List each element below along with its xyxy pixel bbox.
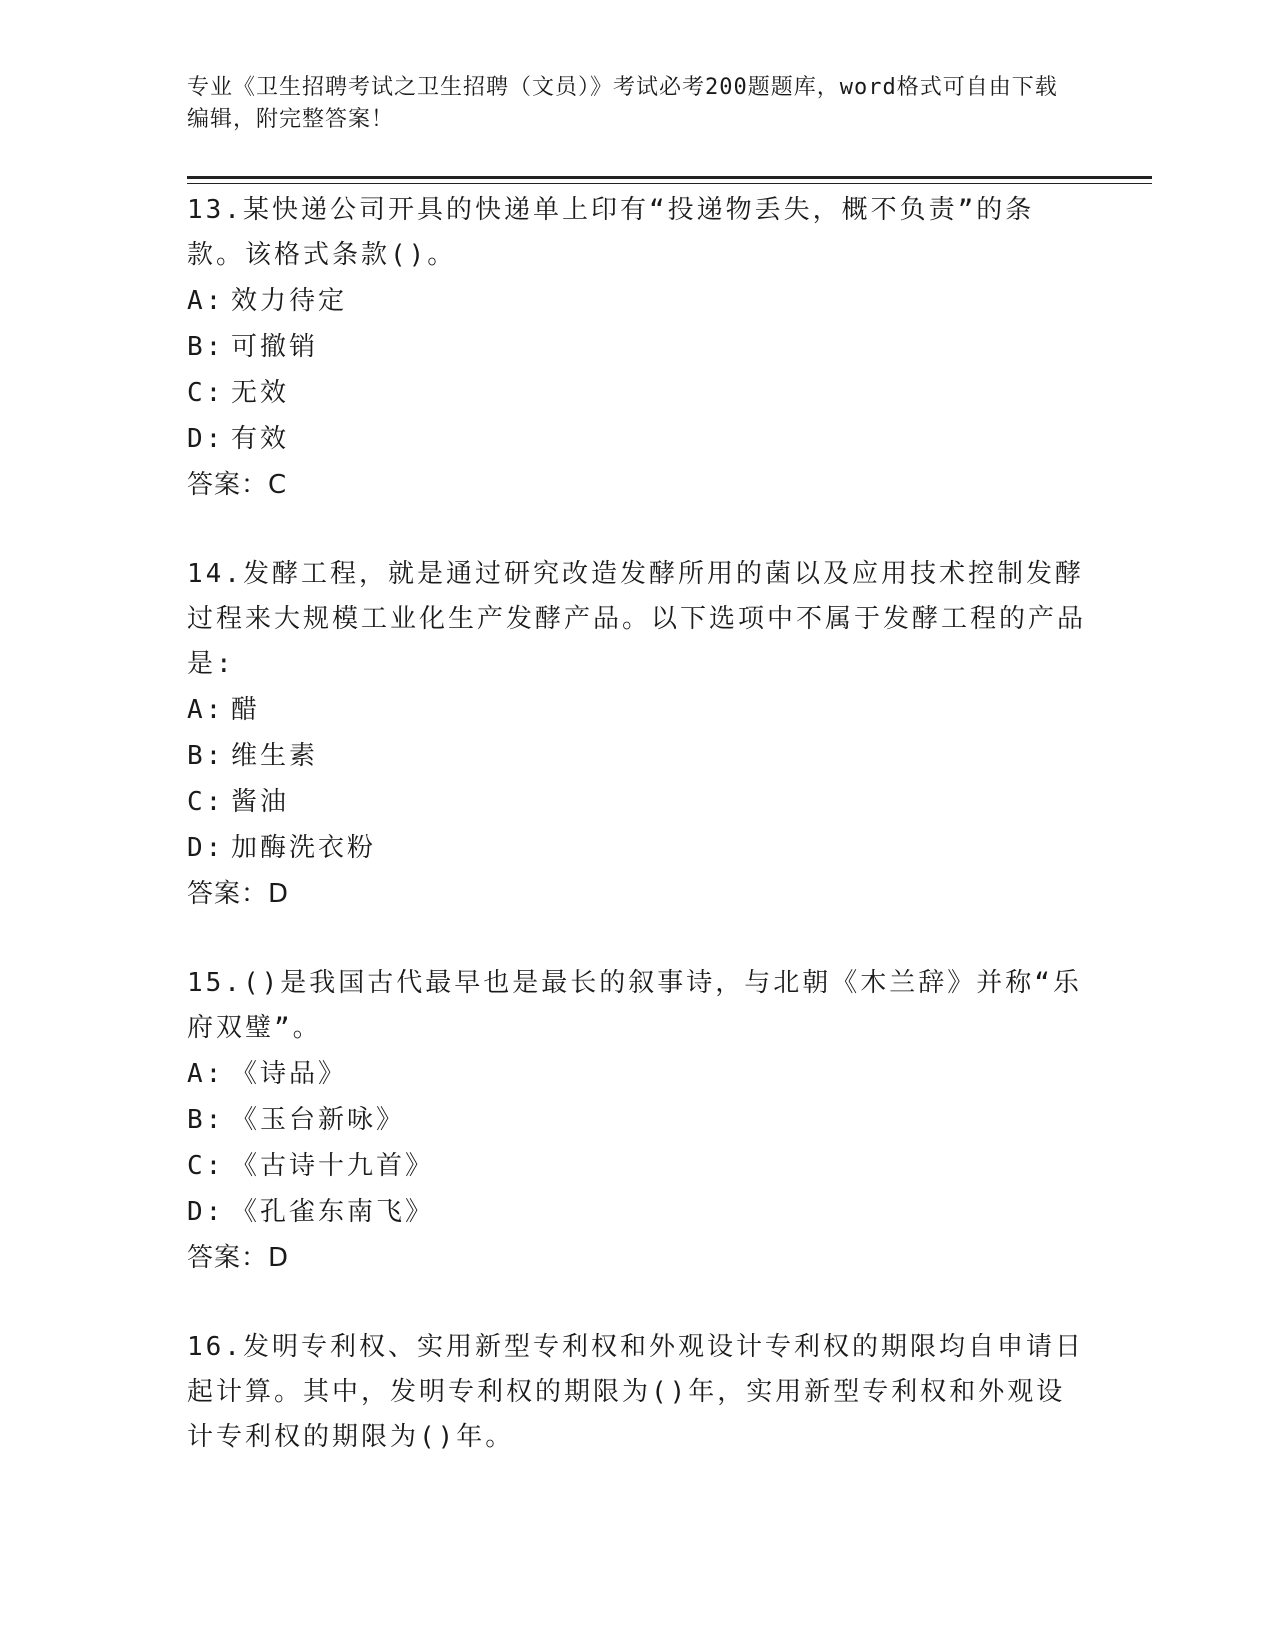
option-b	[187, 324, 1087, 370]
option-c	[187, 370, 1087, 416]
option-text: 维生素	[231, 741, 319, 771]
option-text: 酱油	[231, 787, 290, 817]
question-13	[187, 188, 1087, 508]
option-letter: A:	[187, 1059, 225, 1089]
answer-line: 答案：D	[187, 879, 290, 909]
option-letter: D:	[187, 424, 225, 454]
question-stem: 16.发明专利权、实用新型专利权和外观设计专利权的期限均自申请日起计算。其中，发明专利权的期限为()年，实用新型专利权和外观设计专利权的期限为()年。	[187, 1332, 1084, 1452]
question-stem: 13.某快递公司开具的快递单上印有“投递物丢失，概不负责”的条款。该格式条款()。	[187, 195, 1035, 270]
option-text: 《古诗十九首》	[231, 1151, 435, 1181]
option-d	[187, 416, 1087, 462]
header-divider-thin	[187, 183, 1152, 184]
option-c	[187, 779, 1087, 825]
option-b	[187, 733, 1087, 779]
document-header: 专业《卫生招聘考试之卫生招聘（文员）》考试必考200题题库，word格式可自由下载编辑，附完整答案！	[187, 75, 1058, 132]
option-text: 无效	[231, 378, 290, 408]
option-letter: B:	[187, 1105, 225, 1135]
option-d	[187, 1189, 1087, 1235]
question-stem: 14.发酵工程，就是通过研究改造发酵所用的菌以及应用技术控制发酵过程来大规模工业化生产发酵产品。以下选项中不属于发酵工程的产品是:	[187, 559, 1087, 679]
option-a	[187, 278, 1087, 324]
option-c	[187, 1143, 1087, 1189]
option-text: 《诗品》	[231, 1059, 348, 1089]
option-letter: B:	[187, 332, 225, 362]
header-divider-thick	[187, 176, 1152, 179]
option-b	[187, 1097, 1087, 1143]
option-text: 《玉台新咏》	[231, 1105, 406, 1135]
question-list	[187, 188, 1087, 1504]
option-text: 醋	[231, 695, 261, 725]
option-letter: C:	[187, 378, 225, 408]
question-14	[187, 552, 1087, 917]
answer-line: 答案：C	[187, 470, 288, 500]
question-16	[187, 1325, 1087, 1460]
option-letter: B:	[187, 741, 225, 771]
question-stem: 15.()是我国古代最早也是最长的叙事诗，与北朝《木兰辞》并称“乐府双璧”。	[187, 968, 1082, 1043]
option-text: 《孔雀东南飞》	[231, 1197, 435, 1227]
question-15	[187, 961, 1087, 1281]
option-letter: C:	[187, 1151, 225, 1181]
option-a	[187, 1051, 1087, 1097]
answer-line: 答案：D	[187, 1243, 290, 1273]
option-letter: A:	[187, 286, 225, 316]
option-a	[187, 687, 1087, 733]
option-letter: C:	[187, 787, 225, 817]
option-letter: A:	[187, 695, 225, 725]
option-text: 可撤销	[231, 332, 319, 362]
option-letter: D:	[187, 833, 225, 863]
option-text: 加酶洗衣粉	[231, 833, 377, 863]
option-text: 效力待定	[231, 286, 348, 316]
option-letter: D:	[187, 1197, 225, 1227]
option-d	[187, 825, 1087, 871]
option-text: 有效	[231, 424, 290, 454]
